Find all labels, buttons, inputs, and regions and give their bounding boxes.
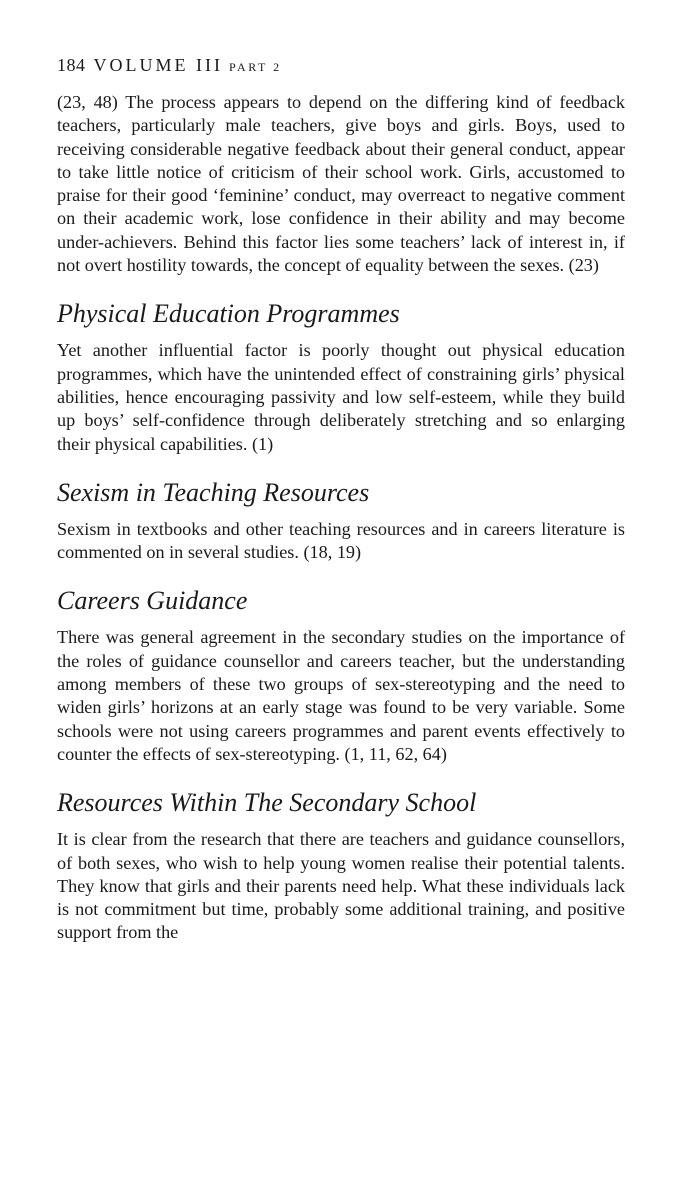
paragraph-physical-education: Yet another influential factor is poorly thought out physical education programmes, which have the unintended effect of constraining girls’ physical abilities, hence encouraging passivity and low self-esteem, while they build up boys’ self-confidence through deliberately stretching and so enlarging their physical capabilities. (1) bbox=[57, 340, 625, 454]
heading-careers-guidance: Careers Guidance bbox=[57, 586, 248, 616]
heading-secondary-resources: Resources Within The Secondary School bbox=[57, 788, 477, 818]
running-head bbox=[57, 52, 625, 80]
paragraph-secondary-resources: It is clear from the research that there are teachers and guidance counsellors, of both sexes, who wish to help young women realise their potential talents. They know that girls and their parents need help. What these individuals lack is not commitment but time, probably some additional training, and positive support from the bbox=[57, 829, 625, 943]
paragraph-sexism-resources: Sexism in textbooks and other teaching resources and in careers literature is commented on in several studies. (18, 19) bbox=[57, 518, 625, 563]
paragraph-careers-guidance: There was general agreement in the secondary studies on the importance of the roles of guidance counsellor and careers teacher, but the understanding among members of these two groups of sex-stereotyping and the need to widen girls’ horizons at an early stage was found to be very variable. Some schools were not using careers programmes and parent events effectively to counter the effects of sex-stereotyping. (1, 11, 62, 64) bbox=[57, 627, 625, 764]
book-page bbox=[57, 52, 625, 945]
paragraph-feedback: (23, 48) The process appears to depend on the differing kind of feedback teachers, particularly male teachers, give boys and girls. Boys, used to receiving considerable negative feedback about their general conduct, appear to take little notice of criticism of their school work. Girls, accustomed to praise for their good ‘feminine’ conduct, may overreact to negative comment on their academic work, lose confidence in their ability and may become under-achievers. Behind this factor lies some teachers’ lack of interest in, if not overt hostility towards, the concept of equality between the sexes. (23) bbox=[57, 92, 625, 276]
heading-sexism-resources: Sexism in Teaching Resources bbox=[57, 477, 370, 507]
volume-label: VOLUME III bbox=[93, 55, 223, 75]
heading-physical-education: Physical Education Programmes bbox=[57, 299, 400, 329]
page-number: 184 bbox=[57, 55, 86, 75]
part-label: PART 2 bbox=[228, 60, 282, 74]
